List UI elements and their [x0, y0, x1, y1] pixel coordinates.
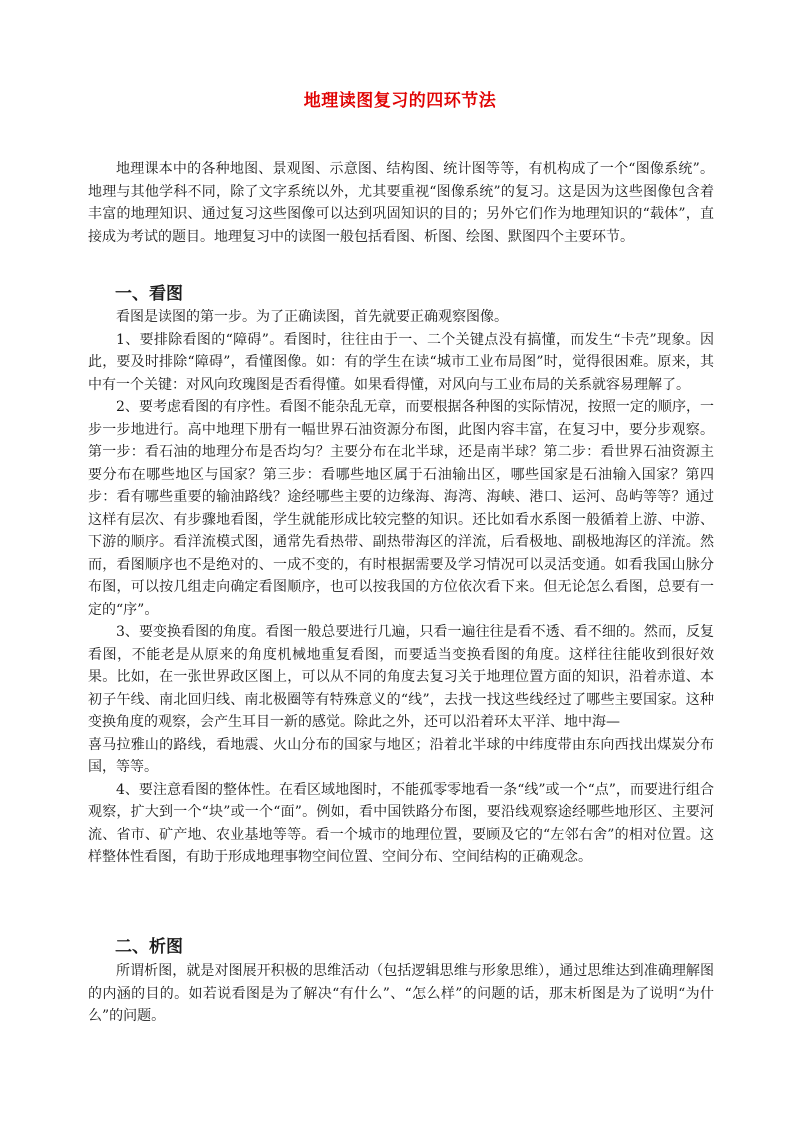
section1-lead: 看图是读图的第一步。为了正确读图，首先就要正确观察图像。 — [116, 309, 508, 325]
intro-paragraph: 地理课本中的各种地图、景观图、示意图、结构图、统计图等等，有机构成了一个“图像系统”。地理与其他学科不同，除了文字系统以外，尤其要重视“图像系统”的复习。这是因为这些图像包含着丰富的地理知识、通过复习这些图像可以达到巩固知识的目的；另外它们作为地理知识的“载体”，直接成为考试的题目。地理复习中的读图一般包括看图、析图、绘图、默图四个主要环节。 — [88, 161, 714, 245]
intro-paragraph-block — [88, 158, 714, 248]
document-title: 地理读图复习的四环节法 — [303, 91, 497, 111]
section2-body — [88, 960, 714, 1028]
section1-item3-continued: 喜马拉雅山的路线，看地震、火山分布的国家与地区；沿着北半球的中纬度带由东向西找出煤炭分布国，等等。 — [88, 736, 714, 775]
section-heading-xitu: 二、析图 — [115, 937, 183, 957]
section1-item2: 2、要考虑看图的有序性。看图不能杂乱无章，而要根据各种图的实际情况，按照一定的顺序，一步一步地进行。高中地理下册有一幅世界石油资源分布图，此图内容丰富，在复习中，要分步观察。第一步：看石油的地理分布是否均匀？主要分布在北半球，还是南半球？第二步：看世界石油资源主要分布在哪些地区与国家？第三步：看哪些地区属于石油输出区，哪些国家是石油输入国家？第四步：看有哪些重要的输油路线？途经哪些主要的边缘海、海湾、海峡、港口、运河、岛屿等等？通过这样有层次、有步骤地看图，学生就能形成比较完整的知识。还比如看水系图一般循着上游、中游、下游的顺序。看洋流模式图，通常先看热带、副热带海区的洋流，后看极地、副极地海区的洋流。然而，看图顺序也不是绝对的、一成不变的，有时根据需要及学习情况可以灵活变通。如看我国山脉分布图，可以按几组走向确定看图顺序，也可以按我国的方位依次看下来。但无论怎么看图，总要有一定的“序”。 — [88, 399, 714, 618]
section1-body — [88, 306, 714, 869]
section-heading-kantu: 一、看图 — [115, 284, 183, 304]
section2-paragraph: 所谓析图，就是对图展开积极的思维活动（包括逻辑思维与形象思维），通过思维达到准确理解图的内涵的目的。如若说看图是为了解决“有什么”、“怎么样”的问题的话，那末析图是为了说明“为什么”的问题。 — [88, 963, 714, 1024]
section1-item3: 3、要变换看图的角度。看图一般总要进行几遍，只看一遍往往是看不透、看不细的。然而，反复看图，不能老是从原来的角度机械地重复看图，而要适当变换看图的角度。这样往往能收到很好效果。比如，在一张世界政区图上，可以从不同的角度去复习关于地理位置方面的知识，沿着赤道、本初子午线、南北回归线、南北极圈等有特殊意义的“线”，去找一找这些线经过了哪些主要国家。这种变换角度的观察，会产生耳目一新的感觉。除此之外，还可以沿着环太平洋、地中海— — [88, 624, 714, 730]
section1-item4: 4、要注意看图的整体性。在看区域地图时，不能孤零零地看一条“线”或一个“点”，而要进行组合观察，扩大到一个“块”或一个“面”。例如，看中国铁路分布图，要沿线观察途经哪些地形区、主要河流、省市、矿产地、农业基地等等。看一个城市的地理位置，要顾及它的“左邻右舍”的相对位置。这样整体性看图，有助于形成地理事物空间位置、空间分布、空间结构的正确观念。 — [88, 781, 714, 865]
section1-item1: 1、要排除看图的“障碍”。看图时，往往由于一、二个关键点没有搞懂，而发生“卡壳”现象。因此，要及时排除“障碍”，看懂图像。如：有的学生在读“城市工业布局图”时，觉得很困难。原来，其中有一个关键：对风向玫瑰图是否看得懂。如果看得懂，对风向与工业布局的关系就容易理解了。 — [88, 331, 714, 393]
